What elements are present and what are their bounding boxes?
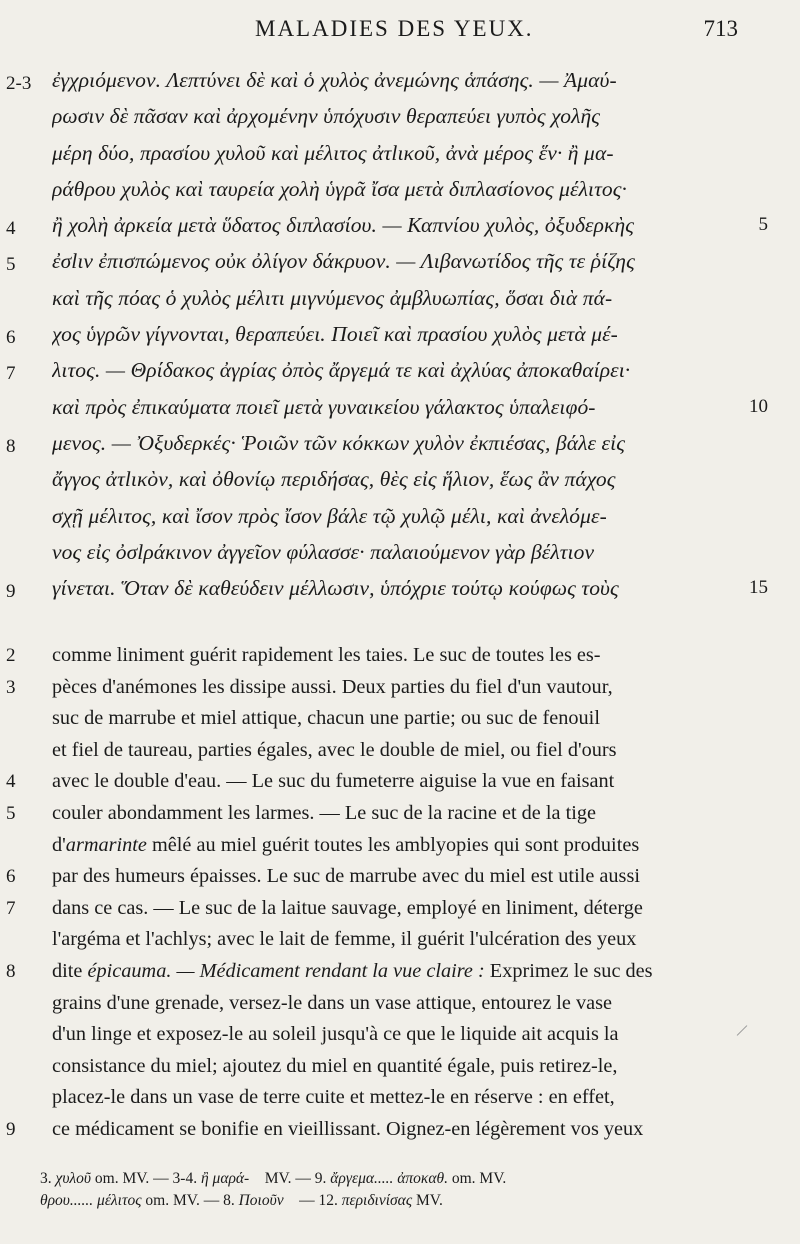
greek-line-text: ἄγγος ἀτlικὸν, καὶ ὀθονίῳ περιδήσας, θὲς εἰς ἥλιον, ἕως ἂν πάχος: [52, 467, 616, 492]
french-line-text: [52, 1019, 738, 1051]
margin-line-number: 2: [6, 645, 16, 666]
french-line: [0, 766, 800, 798]
french-line-text: [52, 735, 738, 767]
greek-line: [0, 316, 800, 352]
text-segment: mêlé au miel guérit toutes les amblyopies qui sont produites: [146, 833, 640, 856]
footnote-text: 3.: [40, 1170, 56, 1187]
french-line: [0, 1082, 800, 1114]
margin-line-number: 2-3: [6, 73, 32, 94]
french-line-text: [52, 924, 738, 956]
greek-line: [0, 135, 800, 171]
french-line-text: [52, 798, 738, 830]
french-line: [0, 1114, 800, 1146]
margin-line-number: 6: [6, 327, 16, 349]
greek-line: [0, 171, 800, 207]
text-segment: d': [52, 833, 66, 856]
french-line-text: [52, 766, 738, 798]
french-line: [0, 1051, 800, 1083]
margin-line-number: 9: [6, 581, 16, 603]
right-line-number: 15: [749, 577, 768, 599]
greek-line-text: ἐγχριόμενον. Λεπτύνει δὲ καὶ ὁ χυλὸς ἀνεμώνης ἁπάσης. — Ἀμαύ-: [52, 68, 617, 92]
french-line: [0, 1019, 800, 1051]
italic-segment: armarinte: [65, 833, 147, 856]
footnote-italic: Ποιοῦν: [238, 1192, 284, 1209]
margin-line-number: 4: [6, 218, 16, 240]
french-line: [0, 956, 800, 988]
french-line: [0, 830, 800, 862]
french-line-text: [52, 893, 738, 925]
italic-segment: épicauma. — Médicament rendant la vue claire :: [87, 959, 485, 982]
text-segment: dans ce cas. — Le suc de la laitue sauvage, employé en liniment, déterge: [52, 896, 643, 919]
french-line: [0, 988, 800, 1020]
running-title: MALADIES DES YEUX.: [255, 16, 534, 41]
text-segment: pèces d'anémones les dissipe aussi. Deux parties du fiel d'un vautour,: [52, 675, 613, 698]
text-segment: avec le double d'eau. — Le suc du fumeterre aiguise la vue en faisant: [52, 770, 615, 793]
text-segment: placez-le dans un vase de terre cuite et mettez-le en réserve : en effet,: [52, 1086, 615, 1109]
greek-line: [0, 534, 800, 570]
footnote-text: MV. — 9.: [249, 1170, 331, 1187]
french-line-text: [52, 703, 738, 735]
greek-line-text: ἐσlιν ἐπισπώμενος οὐκ ὀλίγον δάκρυον. — Λιβανωτίδος τῆς τε ῥίζης: [52, 249, 635, 274]
margin-line-number: 6: [6, 866, 16, 888]
margin-line-number: 8: [6, 435, 16, 457]
greek-line: [0, 570, 800, 606]
footnote-italic: χυλοῦ: [55, 1170, 92, 1187]
greek-line-text: καὶ πρὸς ἐπικαύματα ποιεῖ μετὰ γυναικείου γάλακτος ὑπαλειφό-: [52, 394, 596, 419]
text-segment: Exprimez le suc des: [484, 959, 653, 982]
text-segment: par des humeurs épaisses. Le suc de marrube avec du miel est utile aussi: [52, 865, 640, 888]
greek-line: [0, 62, 800, 98]
greek-line: [0, 461, 800, 497]
greek-line: [0, 498, 800, 534]
french-translation-block: [0, 640, 800, 1146]
greek-line-text: μέρη δύο, πρασίου χυλοῦ καὶ μέλιτος ἀτlικοῦ, ἀνὰ μέρος ἕν· ἢ μα-: [52, 140, 614, 165]
margin-line-number: 8: [6, 960, 16, 982]
greek-text-block: [0, 62, 800, 606]
french-line-text: [52, 830, 738, 862]
french-line: [0, 672, 800, 704]
greek-line-text: ράθρου χυλὸς καὶ ταυρεία χολὴ ὑγρᾶ ἴσα μετὰ διπλασίονος μέλιτος·: [52, 176, 628, 201]
greek-line-text: μενος. — Ὀξυδερκές· Ῥοιῶν τῶν κόκκων χυλὸν ἐκπιέσας, βάλε εἰς: [52, 430, 626, 455]
margin-line-number: 5: [6, 802, 16, 824]
margin-line-number: 9: [6, 1118, 16, 1140]
margin-line-number: 7: [6, 363, 16, 385]
french-line-text: [52, 640, 738, 672]
footnote-italic: ἄργεμα..... ἀποκαθ.: [330, 1170, 448, 1187]
right-line-number: 10: [749, 395, 768, 417]
greek-line: [0, 352, 800, 388]
text-segment: d'un linge et exposez-le au soleil jusqu'à ce que le liquide ait acquis la: [52, 1023, 619, 1046]
footnote-text: — 12.: [283, 1192, 342, 1209]
french-line-text: [52, 1114, 738, 1146]
french-line: [0, 798, 800, 830]
text-segment: consistance du miel; ajoutez du miel en quantité égale, puis retirez-le,: [52, 1054, 618, 1077]
french-line: [0, 640, 800, 672]
footnote-text: om. MV. — 8.: [141, 1192, 239, 1209]
french-line: [0, 861, 800, 893]
french-line-text: [52, 1082, 738, 1114]
text-segment: l'argéma et l'achlys; avec le lait de femme, il guérit l'ulcération des yeux: [52, 928, 637, 951]
right-line-number: 5: [758, 214, 768, 236]
greek-line-text: σχῇ μέλιτος, καὶ ἴσον πρὸς ἴσον βάλε τῷ χυλῷ μέλι, καὶ ἀνελόμε-: [52, 503, 607, 528]
french-line: [0, 735, 800, 767]
footnote-line: [40, 1192, 760, 1210]
text-segment: grains d'une grenade, versez-le dans un vase attique, entourez le vase: [52, 991, 613, 1014]
footnote-text: om. MV. — 3-4.: [91, 1170, 201, 1187]
margin-line-number: 5: [6, 254, 16, 276]
french-line-text: [52, 672, 738, 704]
greek-line-text: χος ὑγρῶν γίγνονται, θεραπεύει. Ποιεῖ καὶ πρασίου χυλὸς μετὰ μέ-: [52, 322, 618, 347]
greek-line-text: ἢ χολὴ ἀρκεία μετὰ ὕδατος διπλασίου. — Καπνίου χυλὸς, ὀξυδερκὴς: [52, 213, 635, 238]
greek-line: [0, 207, 800, 243]
footnote-line: [40, 1170, 760, 1188]
french-line: [0, 893, 800, 925]
footnote-text: om. MV.: [447, 1170, 507, 1187]
footnote-italic: περιδινίσας: [341, 1192, 413, 1209]
french-line: [0, 703, 800, 735]
greek-line-text: νος εἰς ὀσlράκινον ἀγγεῖον φύλασσε· παλαιούμενον γὰρ βέλτιον: [52, 539, 595, 564]
margin-line-number: 3: [6, 676, 16, 698]
greek-line: [0, 280, 800, 316]
greek-line-text: καὶ τῆς πόας ὁ χυλὸς μέλιτι μιγνύμενος ἀμβλυωπίας, ὅσαι διὰ πά-: [52, 285, 613, 310]
footnote-italic: θρου...... μέλιτος: [40, 1192, 142, 1209]
greek-line-text: λιτος. — Θρίδακος ἀγρίας ὀπὸς ἄργεμά τε καὶ ἀχλύας ἀποκαθαίρει·: [52, 358, 631, 383]
french-line: [0, 924, 800, 956]
greek-line: [0, 425, 800, 461]
margin-line-number: 4: [6, 771, 16, 793]
french-line-text: [52, 956, 738, 988]
margin-line-number: 7: [6, 897, 16, 919]
text-segment: comme liniment guérit rapidement les taies. Le suc de toutes les es-: [52, 644, 601, 666]
french-line-text: [52, 1051, 738, 1083]
greek-line-text: ρωσιν δὲ πᾶσαν καὶ ἀρχομένην ὑπόχυσιν θεραπεύει γυπὸς χολῆς: [52, 104, 601, 129]
greek-line: [0, 243, 800, 279]
greek-line-text: γίνεται. Ὅταν δὲ καθεύδειν μέλλωσιν, ὑπόχριε τούτῳ κούφως τοὺς: [52, 576, 619, 601]
page-number: 713: [703, 16, 738, 41]
text-segment: suc de marrube et miel attique, chacun une partie; ou suc de fenouil: [52, 707, 600, 730]
footnote-italic: ἢ μαρά-: [200, 1170, 250, 1187]
text-segment: couler abondamment les larmes. — Le suc de la racine et de la tige: [52, 801, 596, 824]
french-line-text: [52, 988, 738, 1020]
french-line-text: [52, 861, 738, 893]
text-segment: dite: [52, 959, 88, 982]
greek-line: [0, 98, 800, 134]
text-segment: ce médicament se bonifie en vieillissant. Oignez-en légèrement vos yeux: [52, 1117, 644, 1140]
footnote-text: MV.: [412, 1192, 443, 1209]
greek-line: [0, 389, 800, 425]
text-segment: et fiel de taureau, parties égales, avec le double de miel, ou fiel d'ours: [52, 738, 617, 761]
page-header: [0, 16, 800, 56]
